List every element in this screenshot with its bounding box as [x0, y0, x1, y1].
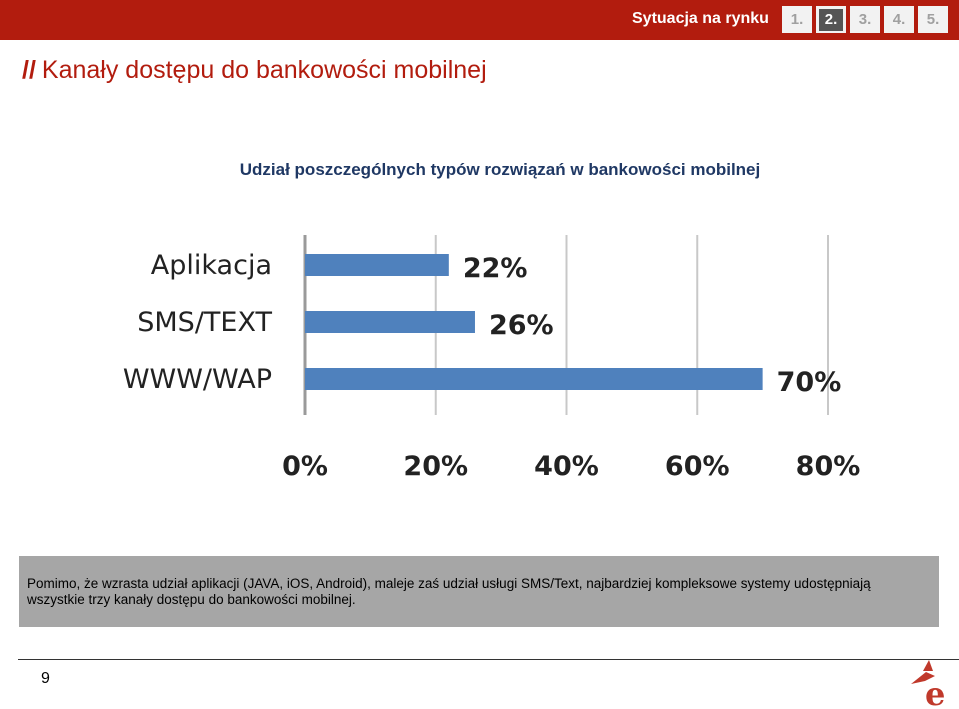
x-tick-label: 0%: [282, 451, 328, 482]
page-number: 9: [41, 670, 50, 687]
bar-chart: [0, 200, 959, 500]
category-label: WWW/WAP: [122, 364, 272, 395]
x-tick-label: 80%: [795, 451, 861, 482]
category-label: Aplikacja: [150, 250, 272, 281]
page-link-4[interactable]: 4.: [884, 6, 914, 33]
page-link-2-label: 2.: [819, 9, 843, 31]
summary-box: Pomimo, że wzrasta udział aplikacji (JAVA, iOS, Android), maleje zaś udział usługi SMS/Text, najbardziej kompleksowe systemy udostępniają wszystkie trzy kanały dostępu do bankowości mobilnej.: [19, 556, 939, 627]
x-tick-label: 20%: [403, 451, 469, 482]
chart-heading: Udział poszczególnych typów rozwiązań w bankowości mobilnej: [239, 160, 761, 179]
bar-smstext: [305, 311, 475, 333]
page-title: [22, 56, 487, 85]
x-tick-label: 60%: [664, 451, 730, 482]
title-slashes: //: [22, 56, 36, 84]
page-link-1[interactable]: 1.: [782, 6, 812, 33]
value-label: 70%: [776, 367, 842, 398]
category-label: SMS/TEXT: [137, 307, 272, 338]
page-link-3[interactable]: 3.: [850, 6, 880, 33]
logo-letter: e: [925, 675, 946, 709]
value-label: 26%: [488, 310, 554, 341]
bar-wwwwap: [305, 368, 763, 390]
footer-divider: [18, 659, 959, 660]
value-label: 22%: [462, 253, 528, 284]
page-title-text: Kanały dostępu do bankowości mobilnej: [41, 56, 487, 84]
page-link-5[interactable]: 5.: [918, 6, 948, 33]
brand-logo: [905, 658, 959, 709]
page-link-2-active[interactable]: [816, 6, 846, 33]
bar-aplikacja: [305, 254, 449, 276]
section-title: Sytuacja na rynku: [632, 10, 769, 27]
x-tick-label: 40%: [534, 451, 599, 482]
